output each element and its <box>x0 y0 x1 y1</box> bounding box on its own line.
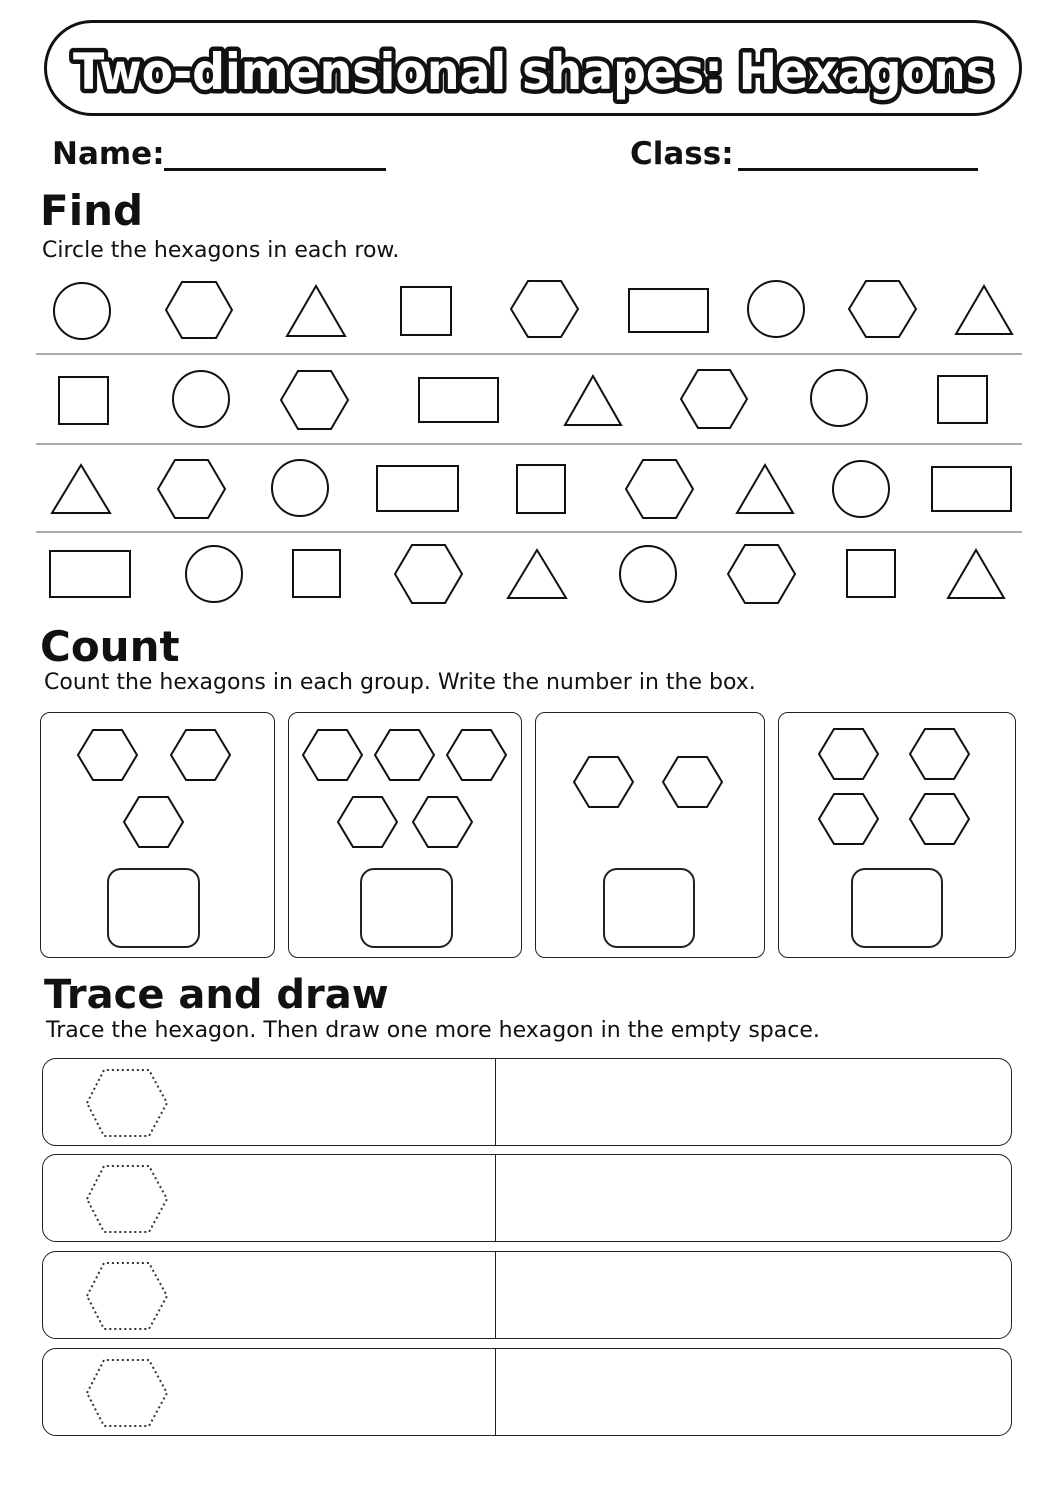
trace-instruction: Trace the hexagon. Then draw one more hexagon in the empty space. <box>46 1018 820 1043</box>
name-label: Name: <box>52 136 165 172</box>
answer-box-3[interactable] <box>603 868 695 948</box>
trace-divider <box>495 1059 496 1145</box>
count-instruction: Count the hexagons in each group. Write the number in the box. <box>44 670 756 695</box>
hexagon-shape <box>124 797 183 847</box>
hexagon-shape <box>375 730 434 780</box>
trace-heading: Trace and draw <box>44 972 389 1018</box>
page-title: Two-dimensional shapes: Hexagons <box>73 43 993 101</box>
answer-box-1[interactable] <box>107 868 200 948</box>
hexagon-shape <box>819 729 878 779</box>
dotted-hexagon-icon[interactable] <box>43 1252 183 1338</box>
dotted-hexagon-icon[interactable] <box>43 1059 183 1145</box>
dotted-hexagon-icon[interactable] <box>43 1155 183 1241</box>
hexagon-shape <box>663 757 722 807</box>
hexagon-shape <box>910 794 969 844</box>
trace-row-3 <box>42 1251 1012 1339</box>
trace-row-4 <box>42 1348 1012 1436</box>
answer-box-4[interactable] <box>851 868 943 948</box>
hexagon-shape <box>413 797 472 847</box>
answer-box-2[interactable] <box>360 868 453 948</box>
draw-area-3[interactable] <box>497 1252 1011 1338</box>
class-label: Class: <box>630 136 734 172</box>
trace-divider <box>495 1349 496 1435</box>
hexagon-shape <box>303 730 362 780</box>
hexagon-shape <box>910 729 969 779</box>
hexagon-shape <box>447 730 506 780</box>
hexagon-shape <box>338 797 397 847</box>
trace-row-1 <box>42 1058 1012 1146</box>
hexagon-shape <box>574 757 633 807</box>
dotted-hexagon-icon[interactable] <box>43 1349 183 1435</box>
hexagon-shape <box>819 794 878 844</box>
draw-area-2[interactable] <box>497 1155 1011 1241</box>
trace-row-2 <box>42 1154 1012 1242</box>
find-heading: Find <box>40 186 144 235</box>
count-heading: Count <box>40 622 180 671</box>
trace-divider <box>495 1252 496 1338</box>
hexagon-shape <box>78 730 137 780</box>
draw-area-4[interactable] <box>497 1349 1011 1435</box>
find-instruction: Circle the hexagons in each row. <box>42 238 400 263</box>
trace-divider <box>495 1155 496 1241</box>
hexagon-shape <box>171 730 230 780</box>
draw-area-1[interactable] <box>497 1059 1011 1145</box>
